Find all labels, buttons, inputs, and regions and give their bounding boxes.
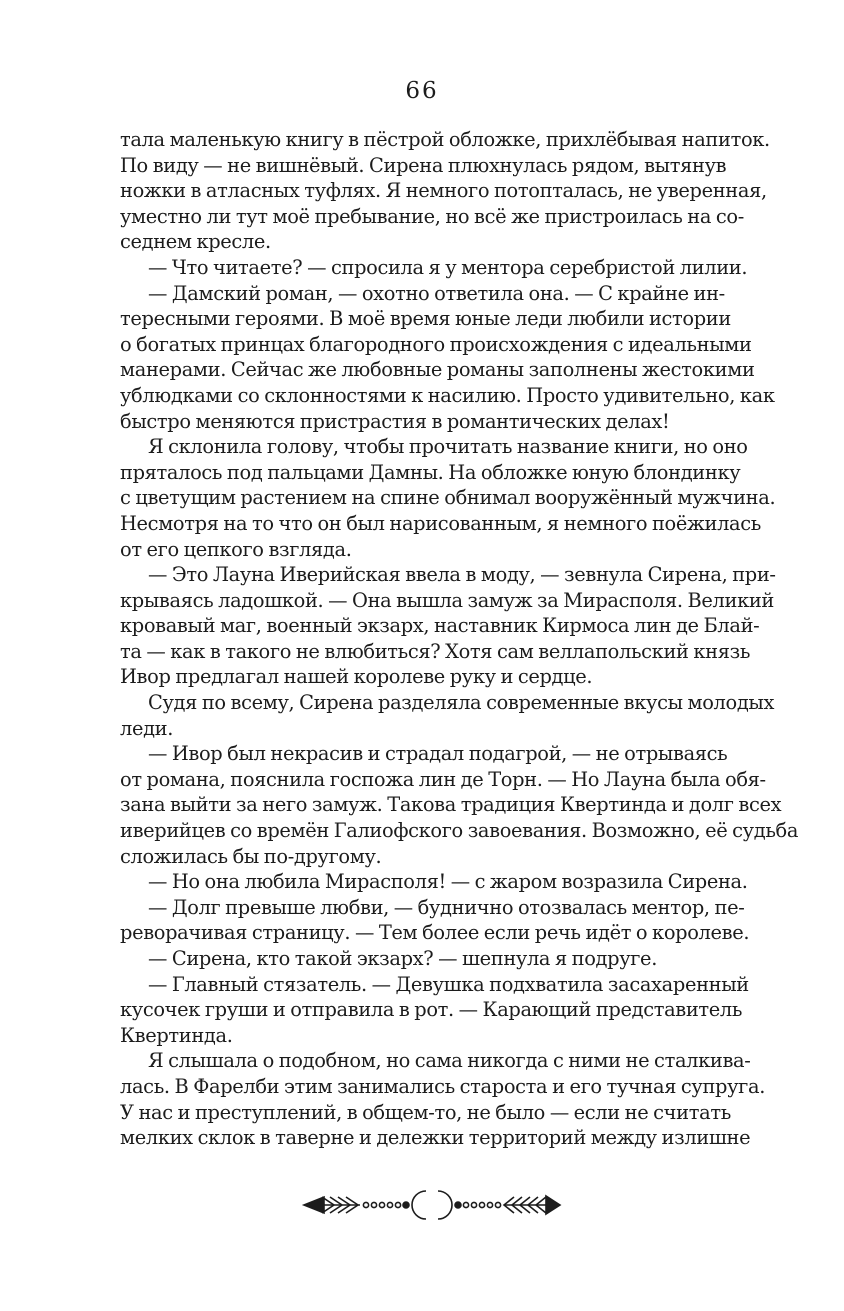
text-line: Я слышала о подобном, но сама никогда с ними не сталкива- xyxy=(148,1049,751,1073)
text-line: крываясь ладошкой. — Она вышла замуж за Мирасполя. Великий xyxy=(120,588,774,612)
body-text xyxy=(120,127,799,1151)
text-line: Квертинда. xyxy=(120,1023,233,1047)
text-line: Я склонила голову, чтобы прочитать название книги, но оно xyxy=(148,435,748,459)
text-line: — Главный стязатель. — Девушка подхватила засахаренный xyxy=(148,972,749,996)
text-line: от романа, пояснила госпожа лин де Торн. — Но Лауна была обя- xyxy=(120,767,766,791)
text-line: уместно ли тут моё пребывание, но всё же пристроилась на со- xyxy=(120,204,744,228)
text-line: манерами. Сейчас же любовные романы заполнены жестокими xyxy=(120,358,755,382)
text-line: — Ивор был некрасив и страдал подагрой, — не отрываясь xyxy=(148,742,728,766)
text-line: У нас и преступлений, в общем-то, не было — если не считать xyxy=(120,1100,731,1124)
text-line: мелких склок в таверне и дележки территорий между излишне xyxy=(120,1126,751,1150)
text-line: кусочек груши и отправила в рот. — Карающий представитель xyxy=(120,998,743,1022)
text-line: та — как в такого не влюбиться? Хотя сам веллапольский князь xyxy=(120,639,751,663)
text-line: лась. В Фарелби этим занимались староста и его тучная супруга. xyxy=(120,1074,766,1098)
text-line: пряталось под пальцами Дамны. На обложке юную блондинку xyxy=(120,460,741,484)
text-line: — Но она любила Мирасполя! — с жаром возразила Сирена. xyxy=(148,870,748,894)
text-line: иверийцев со времён Галиофского завоевания. Возможно, её судьба xyxy=(120,819,799,843)
text-line: По виду — не вишнёвый. Сирена плюхнулась рядом, вытянув xyxy=(120,153,727,177)
text-line: с цветущим растением на спине обнимал вооружённый мужчина. xyxy=(120,486,776,510)
text-line: ублюдками со склонностями к насилию. Просто удивительно, как xyxy=(120,383,775,407)
text-line: седнем кресле. xyxy=(120,230,271,254)
text-line: о богатых принцах благородного происхождения с идеальными xyxy=(120,332,752,356)
text-line: — Что читаете? — спросила я у ментора серебристой лилии. xyxy=(148,255,748,279)
text-line: — Это Лауна Иверийская ввела в моду, — зевнула Сирена, при- xyxy=(148,563,776,587)
text-line: быстро меняются пристрастия в романтических делах! xyxy=(120,409,670,433)
text-line: Судя по всему, Сирена разделяла современные вкусы молодых xyxy=(148,691,775,715)
page-number: 66 xyxy=(405,78,439,104)
text-line: — Долг превыше любви, — буднично отозвалась ментор, пе- xyxy=(148,895,745,919)
text-line: — Дамский роман, — охотно ответила она. — С крайне ин- xyxy=(148,281,725,305)
text-line: ножки в атласных туфлях. Я немного потопталась, не уверенная, xyxy=(120,179,767,203)
text-line: тала маленькую книгу в пёстрой обложке, прихлёбывая напиток. xyxy=(120,128,770,151)
text-line: Несмотря на то что он был нарисованным, я немного поёжилась xyxy=(120,511,761,535)
text-line: тересными героями. В моё время юные леди любили истории xyxy=(120,307,731,331)
moon-feather-divider-icon xyxy=(300,1182,564,1228)
text-line: — Сирена, кто такой экзарх? — шепнула я подруге. xyxy=(148,947,658,970)
text-line: леди. xyxy=(120,716,174,740)
text-line: сложилась бы по-другому. xyxy=(120,844,382,868)
text-line: Ивор предлагал нашей королеве руку и сердце. xyxy=(120,665,593,689)
text-line: реворачивая страницу. — Тем более если речь идёт о королеве. xyxy=(120,921,750,945)
text-line: зана выйти за него замуж. Такова традиция Квертинда и долг всех xyxy=(120,793,782,817)
text-line: кровавый маг, военный экзарх, наставник Кирмоса лин де Блай- xyxy=(120,614,760,638)
text-line: от его цепкого взгляда. xyxy=(120,537,352,561)
